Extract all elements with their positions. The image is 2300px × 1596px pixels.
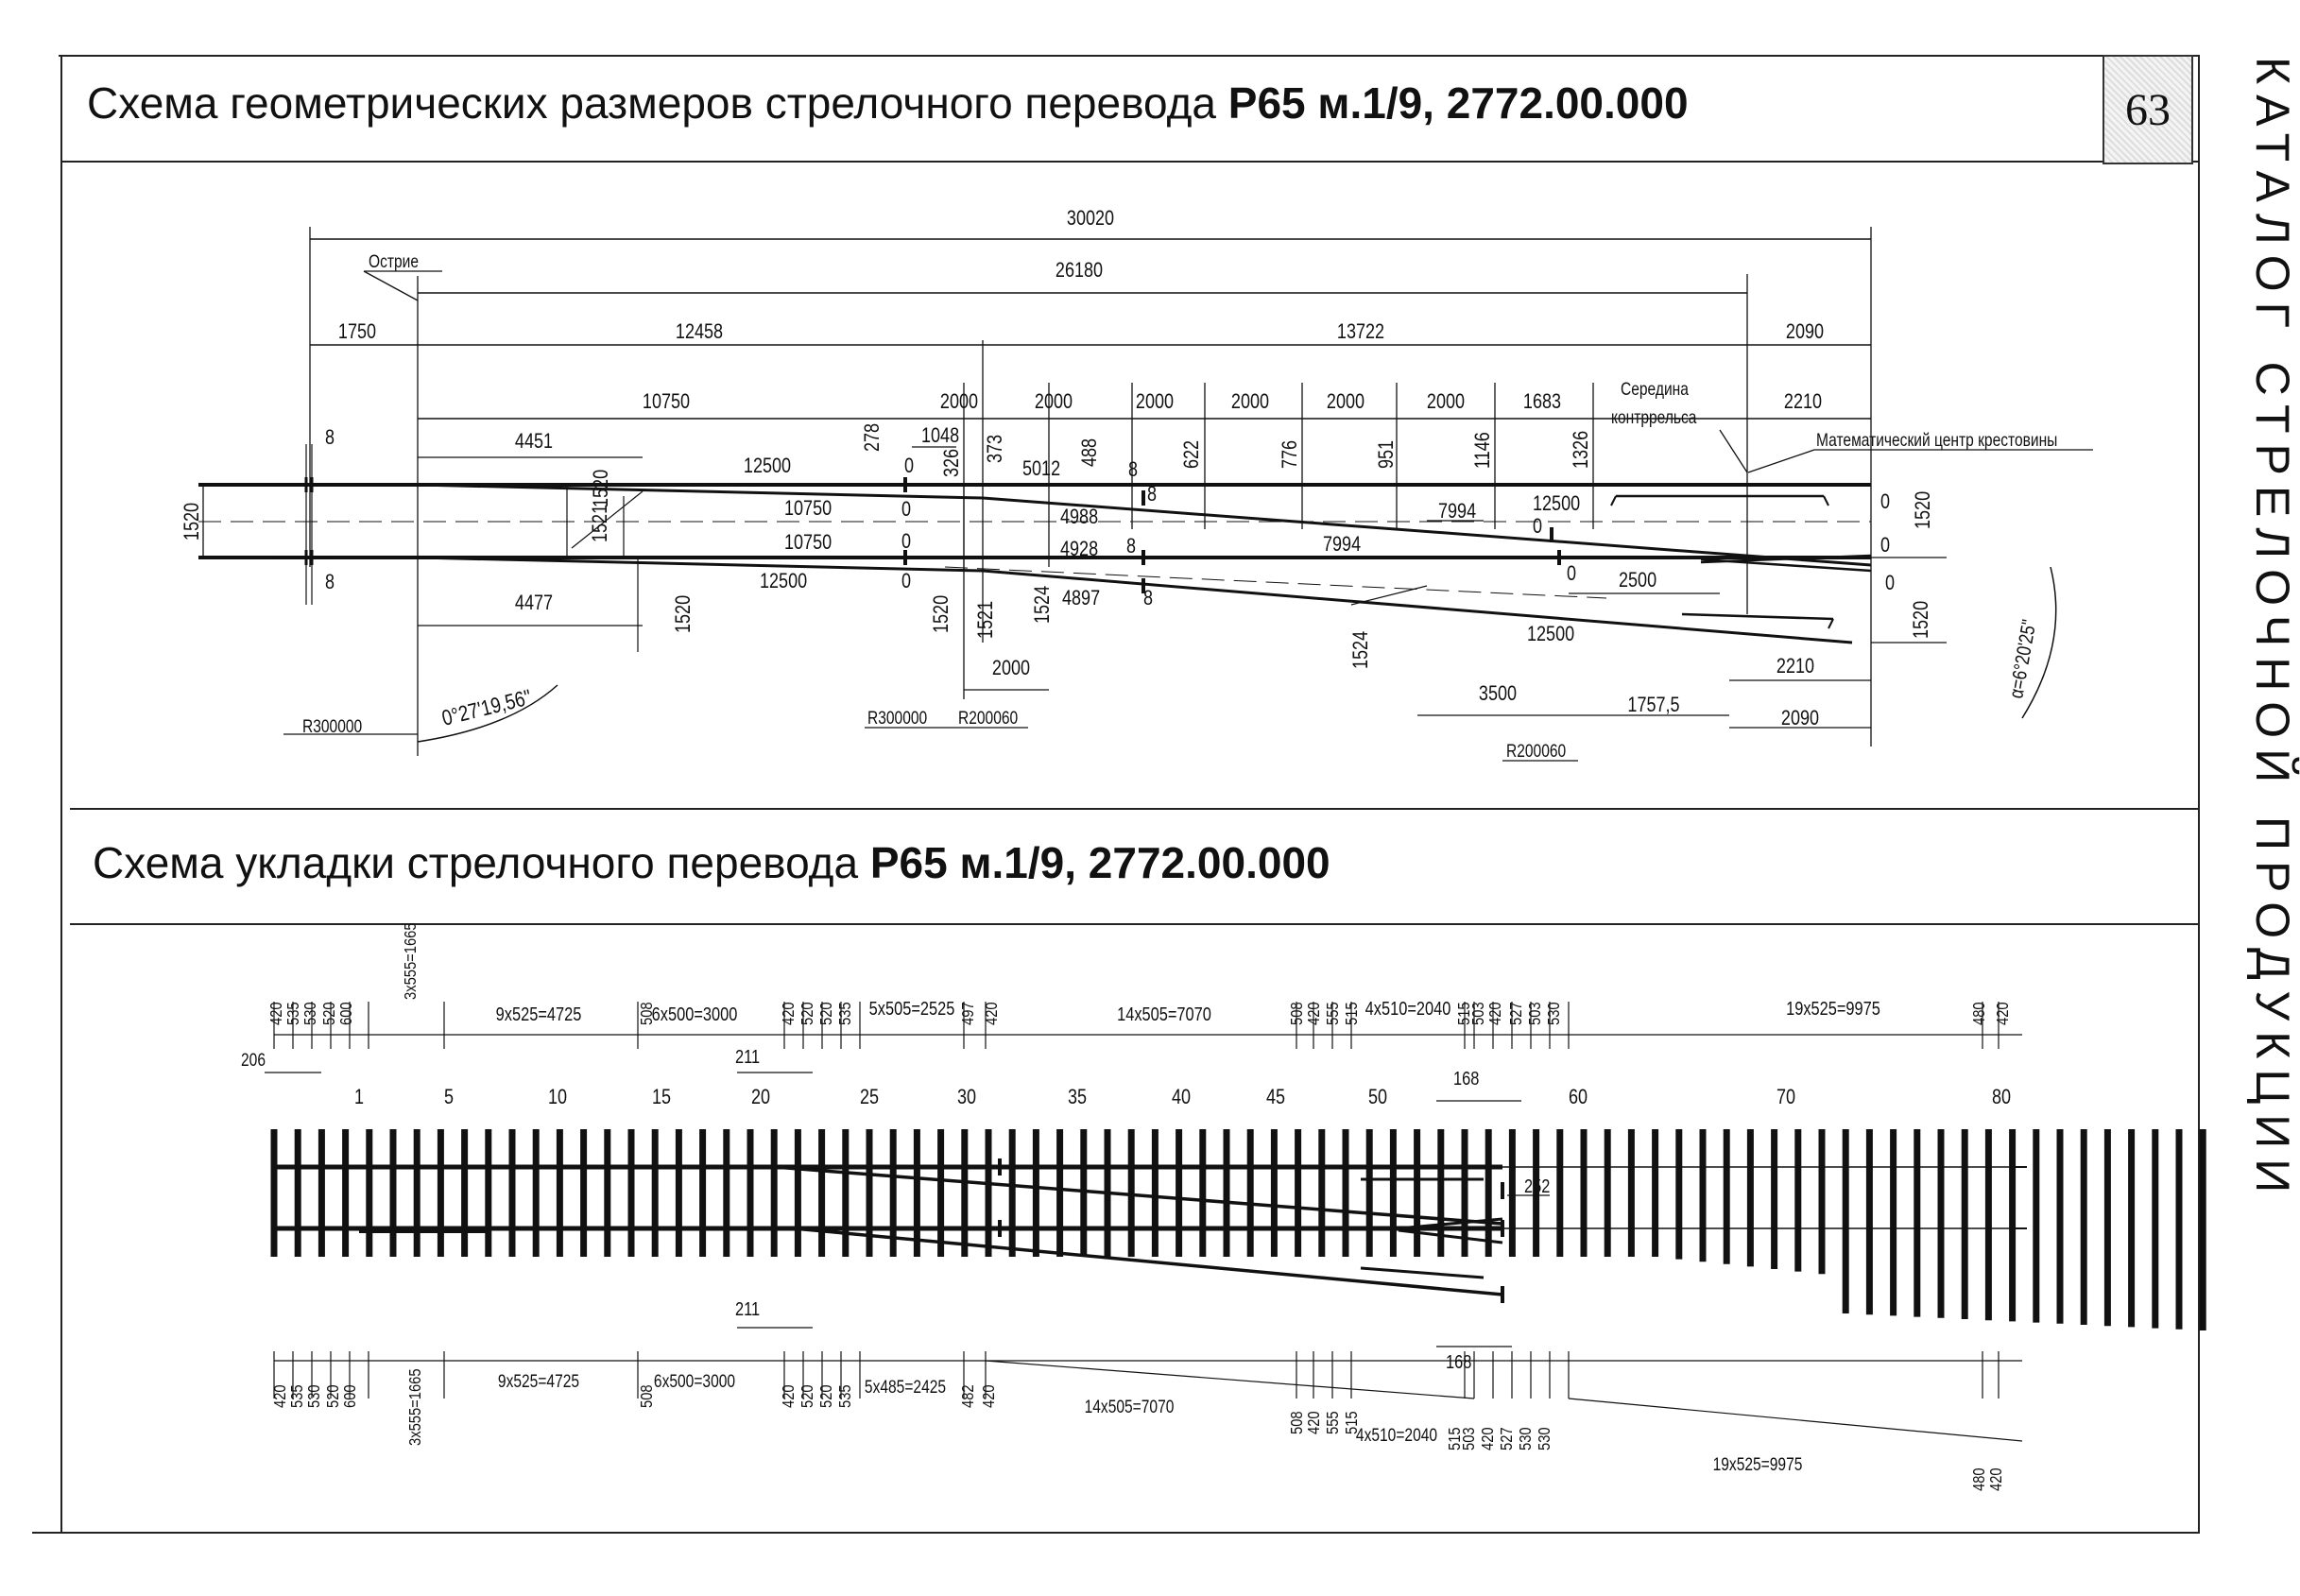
sleeper-number: 60 bbox=[1568, 1086, 1588, 1109]
bottom-dim-label: 4x510=2040 bbox=[1355, 1424, 1438, 1446]
dim-label: 0 bbox=[901, 570, 912, 593]
dim-label: 2210 bbox=[1783, 390, 1823, 414]
dim-label: 8 bbox=[1147, 483, 1158, 506]
dim-label: 2000 bbox=[1326, 390, 1365, 414]
sleeper-number: 25 bbox=[859, 1086, 880, 1109]
sleeper-number: 30 bbox=[956, 1086, 977, 1109]
bottom-dim-label: 420 bbox=[270, 1384, 290, 1408]
dim-label: 10750 bbox=[784, 531, 832, 555]
bottom-dim-label: 480 bbox=[1969, 1467, 1989, 1491]
dim-label: 7994 bbox=[1438, 500, 1477, 523]
misc-label: 168 bbox=[1446, 1350, 1472, 1373]
top-dim-label: 420 bbox=[266, 1002, 286, 1025]
dim-label: 0 bbox=[1885, 572, 1896, 595]
dim-label: 8 bbox=[325, 571, 335, 594]
dim-label: 10750 bbox=[642, 390, 691, 414]
sleeper-number: 35 bbox=[1067, 1086, 1088, 1109]
bottom-dim-label: 520 bbox=[323, 1384, 343, 1408]
dim-label: 7994 bbox=[1323, 533, 1362, 557]
top-dim-label: 515 bbox=[1454, 1002, 1474, 1025]
dim-line bbox=[1569, 1399, 2022, 1441]
dim-label: 2500 bbox=[1619, 569, 1657, 592]
bottom-dim-label: 420 bbox=[779, 1384, 798, 1408]
dim-label: 1524 bbox=[1031, 585, 1055, 624]
top-dim-label: 508 bbox=[637, 1002, 657, 1025]
sleeper-number: 1 bbox=[353, 1086, 365, 1109]
dim-label: 12500 bbox=[760, 570, 808, 593]
dim-label: 1524 bbox=[1349, 630, 1373, 669]
seredina-label: Середина bbox=[1621, 378, 1689, 400]
bottom-dim-label: 515 bbox=[1445, 1427, 1465, 1450]
geometry-title-code: Р65 м.1/9, 2772.00.000 bbox=[1227, 78, 1689, 128]
dim-label: 1520 bbox=[1910, 600, 1933, 639]
rail-diverging-2 bbox=[418, 558, 983, 571]
dim-label: 12500 bbox=[1533, 492, 1581, 516]
sleeper-number: 10 bbox=[547, 1086, 568, 1109]
dim-label: 1683 bbox=[1522, 390, 1562, 414]
bottom-dim-label: 508 bbox=[637, 1384, 657, 1408]
sleeper-number: 15 bbox=[651, 1086, 672, 1109]
top-dim-label: 503 bbox=[1468, 1002, 1488, 1025]
frog-rail bbox=[1701, 559, 1871, 571]
dim-label: 0 bbox=[1567, 562, 1577, 586]
layout-scheme bbox=[241, 922, 2203, 1491]
sleeper-number: 5 bbox=[443, 1086, 455, 1109]
side-caption: КАТАЛОГ СТРЕЛОЧНОЙ ПРОДУКЦИИ bbox=[2246, 57, 2299, 1204]
dim-label: 8 bbox=[1128, 458, 1139, 482]
rail-diverging-2b bbox=[983, 571, 1852, 646]
dim-label: 2000 bbox=[1034, 390, 1073, 414]
dim-label: 8 bbox=[1143, 587, 1154, 610]
bottom-dim-label: 508 bbox=[1287, 1411, 1307, 1434]
top-dim-label: 480 bbox=[1969, 1002, 1989, 1025]
bottom-dim-label: 535 bbox=[835, 1384, 855, 1408]
top-dim-label: 9x525=4725 bbox=[495, 1003, 582, 1025]
bottom-dim-label: 5x485=2425 bbox=[864, 1376, 947, 1398]
geometry-title-text: Схема геометрических размеров стрелочного перевода bbox=[87, 78, 1228, 128]
sleeper-number: 40 bbox=[1171, 1086, 1192, 1109]
bottom-dim-label: 420 bbox=[1986, 1467, 2006, 1491]
dim-label: 13722 bbox=[1336, 320, 1385, 344]
top-dim-label: 14x505=7070 bbox=[1117, 1003, 1211, 1025]
sleeper-number: 45 bbox=[1265, 1086, 1286, 1109]
dim-label: 5012 bbox=[1022, 457, 1061, 481]
top-dim-label: 503 bbox=[1525, 1002, 1545, 1025]
top-dim-label: 515 bbox=[1342, 1002, 1362, 1025]
bottom-dim-label: 520 bbox=[798, 1384, 817, 1408]
dim-label: 951 bbox=[1375, 439, 1399, 469]
dim-label: 4897 bbox=[1062, 587, 1101, 610]
bottom-dim-label: 9x525=4725 bbox=[497, 1370, 580, 1392]
rail-diverging-1 bbox=[418, 485, 983, 498]
dim-label: 2000 bbox=[1135, 390, 1175, 414]
dim-label: 2000 bbox=[939, 390, 979, 414]
dim-label: 1146 bbox=[1471, 432, 1495, 469]
top-dim-label: 527 bbox=[1506, 1002, 1526, 1025]
guard-rail bbox=[1682, 614, 1833, 619]
top-dim-label: 555 bbox=[1323, 1002, 1343, 1025]
top-dim-label: 420 bbox=[1304, 1002, 1324, 1025]
radius-label: R200060 bbox=[958, 707, 1019, 729]
guard-rail-end bbox=[1828, 619, 1833, 628]
guard-rail-end bbox=[1611, 496, 1616, 506]
dim-label: 1048 bbox=[921, 424, 960, 448]
bottom-dim-label: 19x525=9975 bbox=[1712, 1453, 1803, 1475]
dim-label: 0 bbox=[901, 530, 912, 554]
misc-label: 252 bbox=[1524, 1175, 1551, 1197]
dim-label: 1520 bbox=[180, 502, 204, 541]
top-dim-label: 535 bbox=[835, 1002, 855, 1025]
sleeper-number: 50 bbox=[1367, 1086, 1388, 1109]
bottom-dim-label: 420 bbox=[1304, 1411, 1324, 1434]
dim-label: 12458 bbox=[675, 320, 724, 344]
dim-label: 1326 bbox=[1570, 430, 1593, 469]
sleeper-number: 80 bbox=[1991, 1086, 2012, 1109]
bottom-dim-label: 6x500=3000 bbox=[653, 1370, 736, 1392]
dim-label: 3500 bbox=[1478, 682, 1518, 706]
bottom-dim-label: 535 bbox=[287, 1384, 307, 1408]
bottom-dim-label: 14x505=7070 bbox=[1084, 1396, 1175, 1417]
misc-label: 211 bbox=[735, 1297, 761, 1320]
dim-label: 0 bbox=[1533, 515, 1543, 539]
dim-label: 0 bbox=[1880, 490, 1891, 514]
rail-diverging-1b bbox=[983, 498, 1871, 565]
leader-line bbox=[1720, 430, 1747, 472]
guard-rail-end bbox=[1824, 496, 1828, 506]
dim-label: 4988 bbox=[1060, 506, 1099, 529]
bottom-dim-label: 530 bbox=[1535, 1427, 1554, 1450]
dim-overall: 30020 bbox=[1066, 207, 1115, 231]
bottom-dim-label: 515 bbox=[1342, 1411, 1362, 1434]
radius-label: R300000 bbox=[302, 715, 363, 737]
dim-label: 1520 bbox=[1912, 490, 1935, 529]
misc-label: 168 bbox=[1453, 1067, 1480, 1090]
bottom-dim-label: 3x555=1665 bbox=[405, 1368, 425, 1446]
top-dim-label: 420 bbox=[1485, 1002, 1505, 1025]
dim-label: 4928 bbox=[1060, 538, 1099, 561]
dim-label: 2000 bbox=[991, 657, 1031, 680]
bottom-dim-label: 530 bbox=[1516, 1427, 1536, 1450]
dim-label: 1521 bbox=[974, 600, 998, 639]
dim-label: 8 bbox=[1126, 535, 1137, 558]
top-dim-label: 497 bbox=[958, 1002, 978, 1025]
dim-label: 1521 bbox=[589, 504, 612, 542]
bottom-dim-label: 420 bbox=[979, 1384, 999, 1408]
kontrrels-label: контррельса bbox=[1611, 406, 1697, 428]
dim-label: 373 bbox=[984, 434, 1007, 463]
bottom-dim-label: 600 bbox=[340, 1384, 360, 1408]
dim-label: 326 bbox=[940, 448, 964, 477]
sleeper-number: 70 bbox=[1776, 1086, 1796, 1109]
misc-label: 206 bbox=[241, 1049, 266, 1071]
top-dim-label: 420 bbox=[779, 1002, 798, 1025]
top-dim-label: 4x510=2040 bbox=[1365, 997, 1451, 1020]
dim-label: 4451 bbox=[514, 430, 554, 454]
top-dim-label: 535 bbox=[283, 1002, 303, 1025]
dim-label: 8 bbox=[325, 426, 335, 450]
dim-label: 488 bbox=[1078, 438, 1102, 467]
dim-label: 4477 bbox=[514, 592, 554, 615]
alpha-label: α=6°20'25" bbox=[2005, 618, 2041, 700]
top-dim-label: 420 bbox=[982, 1002, 1002, 1025]
dim-line bbox=[986, 1361, 1474, 1399]
top-dim-label: 420 bbox=[1993, 1002, 2013, 1025]
dim-label: 2210 bbox=[1776, 655, 1815, 678]
sleeper-number: 20 bbox=[750, 1086, 771, 1109]
geometry-scheme bbox=[180, 207, 2093, 761]
radius-label: R200060 bbox=[1506, 740, 1567, 762]
dim-label: 26180 bbox=[1055, 259, 1104, 283]
leader-line bbox=[1748, 450, 1814, 472]
layout-title-text: Схема укладки стрелочного перевода bbox=[93, 838, 870, 887]
dim-label: 2000 bbox=[1426, 390, 1466, 414]
top-dim-label: 530 bbox=[1544, 1002, 1564, 1025]
misc-label: 211 bbox=[735, 1045, 761, 1068]
bottom-dim-label: 503 bbox=[1459, 1427, 1479, 1450]
dim-label: 2090 bbox=[1780, 707, 1820, 730]
dim-label: 2000 bbox=[1230, 390, 1270, 414]
bottom-dim-label: 555 bbox=[1323, 1411, 1343, 1434]
dim-label: 2090 bbox=[1785, 320, 1825, 344]
dim-label: 776 bbox=[1279, 439, 1302, 469]
dim-label: 1520 bbox=[590, 469, 613, 507]
dim-label: 278 bbox=[861, 422, 884, 452]
dim-label: 10750 bbox=[784, 497, 832, 521]
page-number: 63 bbox=[2125, 84, 2171, 135]
leader-line bbox=[364, 271, 418, 300]
top-dim-label: 508 bbox=[1287, 1002, 1307, 1025]
top-dim-label: 19x525=9975 bbox=[1786, 997, 1880, 1020]
dim-label: 12500 bbox=[1527, 623, 1575, 646]
dim-label: 12500 bbox=[743, 455, 792, 478]
dim-label: 1520 bbox=[930, 594, 953, 633]
layout-title-code: Р65 м.1/9, 2772.00.000 bbox=[869, 838, 1330, 887]
angle-label: 0°27'19,56" bbox=[439, 685, 534, 731]
bottom-dim-label: 530 bbox=[304, 1384, 324, 1408]
leader-line bbox=[1351, 586, 1427, 605]
top-dim-label: 6x500=3000 bbox=[651, 1003, 738, 1025]
dim-label: 622 bbox=[1180, 439, 1204, 469]
top-dim-label: 520 bbox=[816, 1002, 836, 1025]
mat-center-label: Математический центр крестовины bbox=[1816, 429, 2058, 451]
ostrie-label: Острие bbox=[369, 250, 420, 272]
top-dim-label: 530 bbox=[300, 1002, 320, 1025]
top-dim-label: 600 bbox=[336, 1002, 356, 1025]
top-dim-label: 520 bbox=[798, 1002, 817, 1025]
bottom-dim-label: 482 bbox=[958, 1384, 978, 1408]
dim-label: 1520 bbox=[672, 594, 695, 633]
dim-label: 0 bbox=[901, 498, 912, 522]
bottom-dim-label: 520 bbox=[816, 1384, 836, 1408]
bottom-dim-label: 420 bbox=[1478, 1427, 1498, 1450]
top-dim-label: 3x555=1665 bbox=[401, 922, 421, 1000]
dim-label: 0 bbox=[1880, 534, 1891, 558]
dim-label: 1750 bbox=[337, 320, 377, 344]
guard-rail bbox=[1361, 1268, 1484, 1278]
radius-label: R300000 bbox=[867, 707, 928, 729]
top-dim-label: 520 bbox=[319, 1002, 339, 1025]
dim-label: 1757,5 bbox=[1627, 694, 1680, 717]
bottom-dim-label: 527 bbox=[1497, 1427, 1517, 1450]
top-dim-label: 5x505=2525 bbox=[868, 997, 955, 1020]
dim-label: 0 bbox=[904, 455, 915, 478]
